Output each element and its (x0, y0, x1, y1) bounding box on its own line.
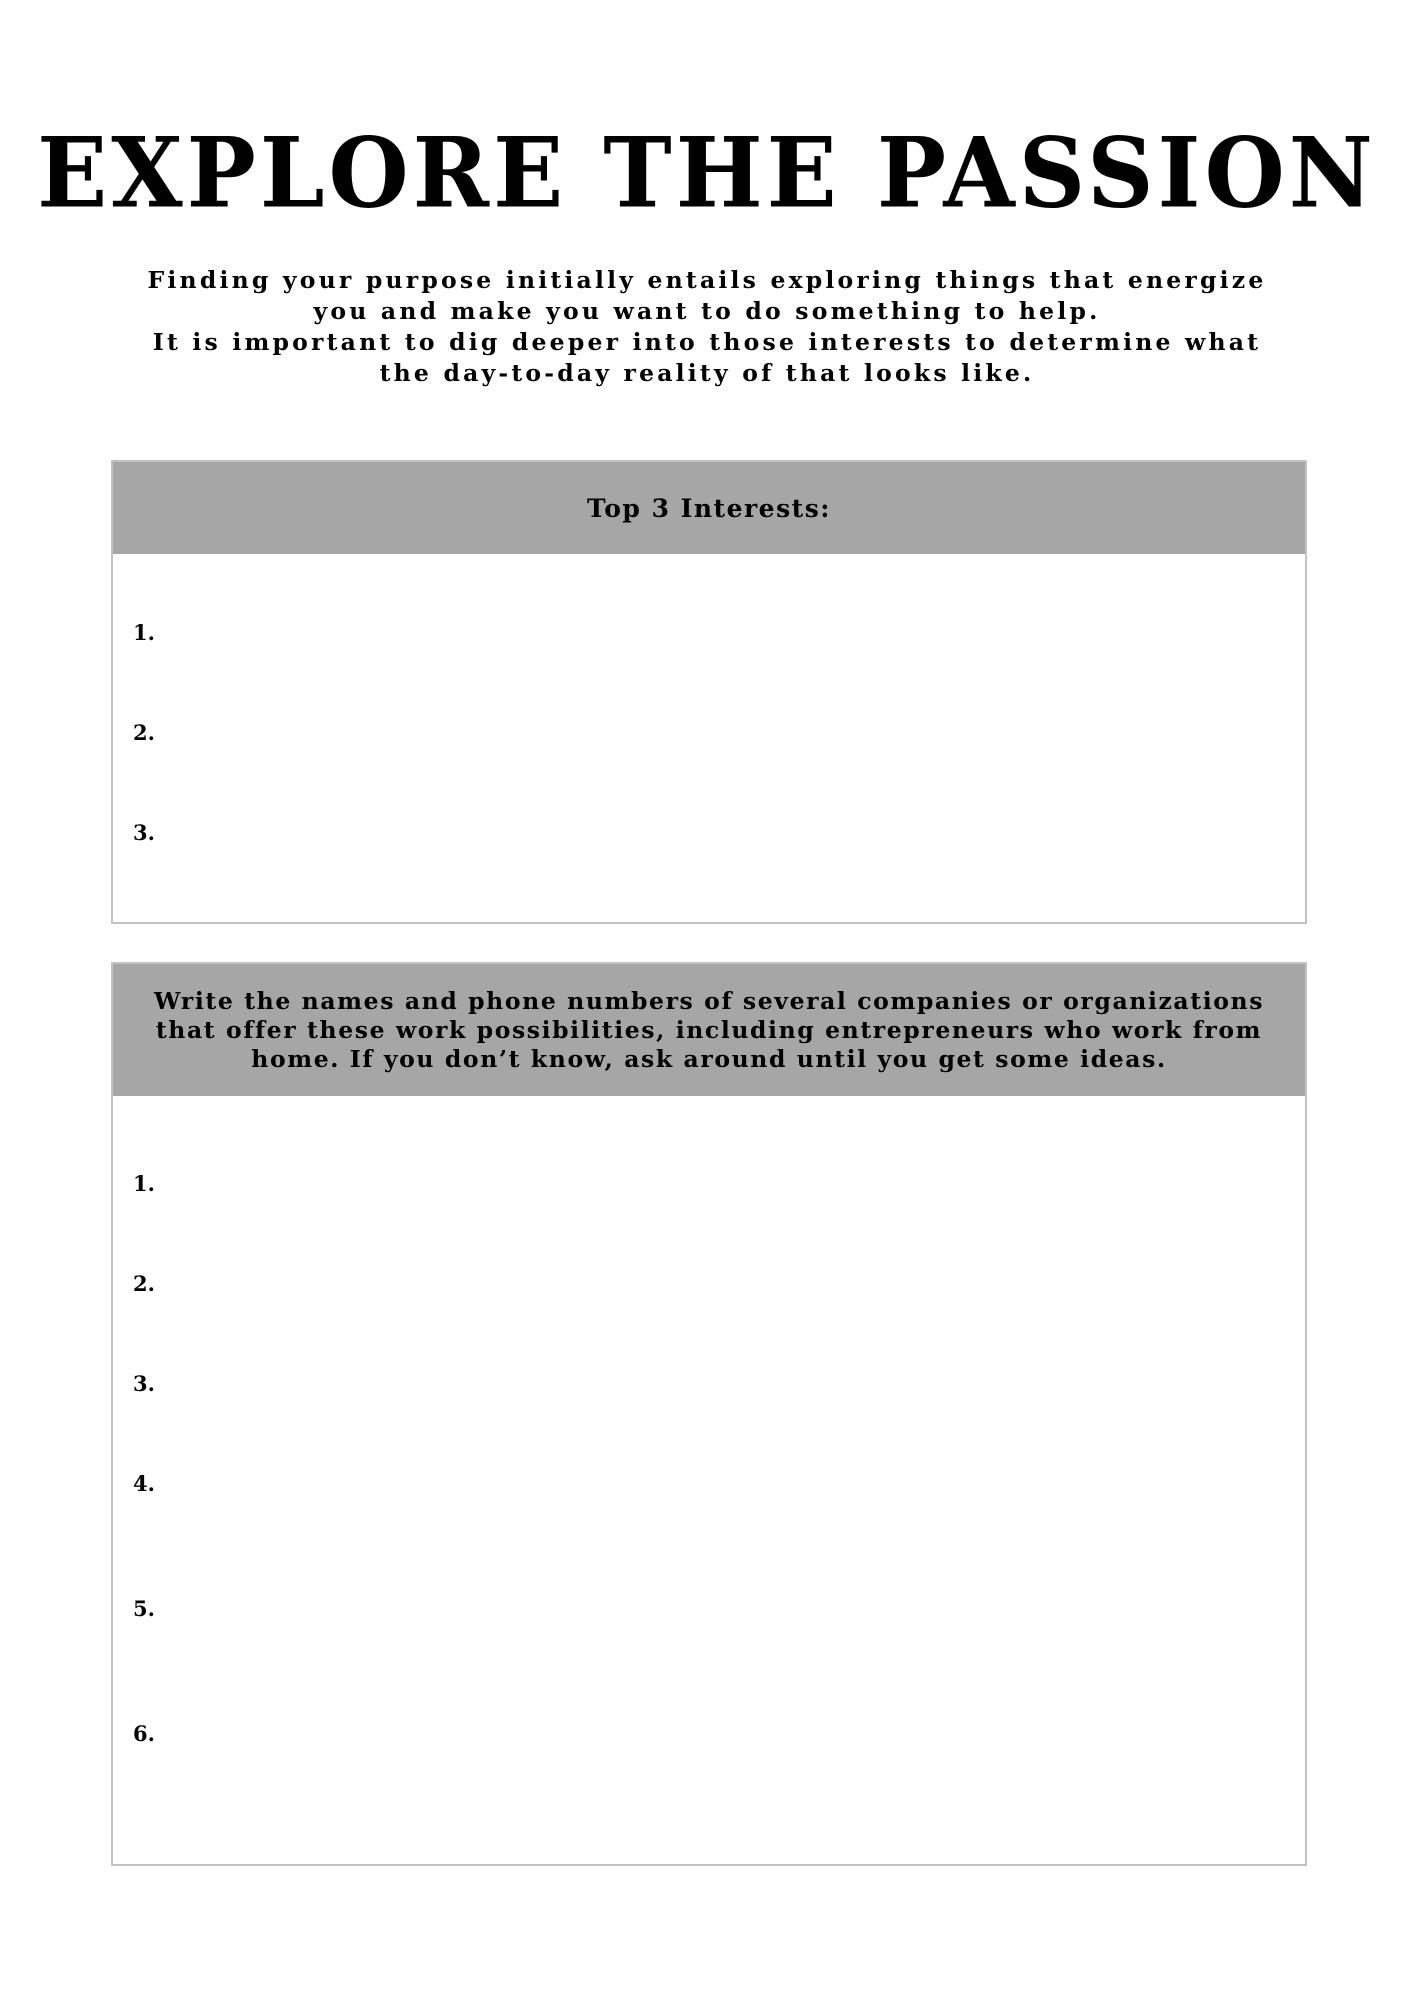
companies-header (113, 964, 1305, 1096)
intro-line: Finding your purpose initially entails exploring things that energize (147, 266, 1267, 294)
company-item-4-answer-area[interactable] (173, 1463, 1283, 1503)
company-item-3-label: 3. (133, 1371, 155, 1396)
company-item-5-answer-area[interactable] (173, 1588, 1283, 1628)
interest-item-2-answer-area[interactable] (173, 712, 1283, 752)
interest-item-3-answer-area[interactable] (173, 812, 1283, 852)
company-item-3-answer-area[interactable] (173, 1363, 1283, 1403)
company-item-5-label: 5. (133, 1596, 155, 1621)
intro-line: you and make you want to do something to help. (313, 297, 1101, 325)
page-title: EXPLORE THE PASSION (37, 116, 1377, 230)
intro-line: the day-to-day reality of that looks like. (379, 359, 1035, 387)
intro-line: It is important to dig deeper into those interests to determine what (152, 328, 1262, 356)
companies-box (111, 962, 1307, 1866)
interest-item-1-label: 1. (133, 620, 155, 645)
company-item-1-answer-area[interactable] (173, 1163, 1283, 1203)
company-item-6-answer-area[interactable] (173, 1713, 1283, 1753)
company-item-6-label: 6. (133, 1721, 155, 1746)
top-interests-box (111, 460, 1307, 924)
interest-item-1-answer-area[interactable] (173, 612, 1283, 652)
interest-item-2-label: 2. (133, 720, 155, 745)
company-item-2-answer-area[interactable] (173, 1263, 1283, 1303)
companies-header-line: Write the names and phone numbers of several companies or organizations (153, 986, 1265, 1015)
company-item-2-label: 2. (133, 1271, 155, 1296)
top-interests-header: Top 3 Interests: (113, 462, 1305, 554)
company-item-1-label: 1. (133, 1171, 155, 1196)
companies-header-line: that offer these work possibilities, including entrepreneurs who work from (155, 1015, 1263, 1044)
interest-item-3-label: 3. (133, 820, 155, 845)
company-item-4-label: 4. (133, 1471, 155, 1496)
intro-text (130, 265, 1284, 389)
companies-header-line: home. If you don’t know, ask around until you get some ideas. (251, 1044, 1167, 1073)
